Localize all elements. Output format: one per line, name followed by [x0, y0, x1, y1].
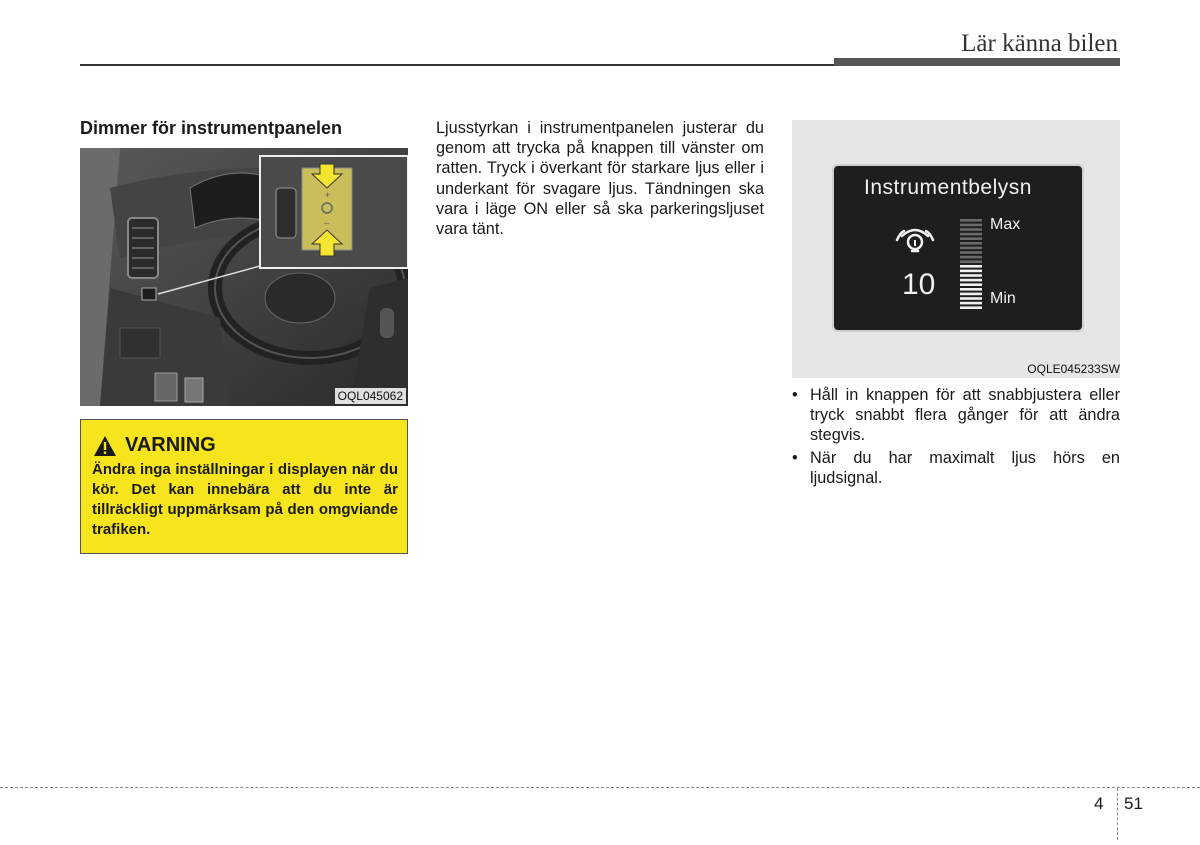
brightness-value: 10 [902, 268, 936, 301]
level-segment [960, 283, 982, 286]
level-segment [960, 297, 982, 300]
level-segment [960, 302, 982, 305]
brightness-bulb-icon [892, 226, 938, 260]
level-segment [960, 251, 982, 254]
inset-plus-label: + [325, 190, 331, 200]
warning-title: VARNING [125, 434, 216, 456]
warning-box [80, 419, 408, 554]
level-segment [960, 233, 982, 236]
level-segment [960, 228, 982, 231]
brightness-level-bar [958, 218, 984, 310]
level-segment [960, 256, 982, 259]
level-segment [960, 237, 982, 240]
chapter-number: 4 [1094, 794, 1104, 813]
page-number: 51 [1124, 794, 1143, 813]
level-segment [960, 242, 982, 245]
level-segment [960, 274, 982, 277]
dashboard-photo [80, 148, 408, 406]
display-title: Instrumentbelysn [864, 176, 1032, 199]
min-label: Min [990, 290, 1016, 307]
level-segment [960, 265, 982, 268]
level-segment [960, 219, 982, 222]
bullet-item: • När du har maximalt ljus hörs en ljudsignal. [792, 448, 1120, 488]
display-figure [792, 120, 1120, 378]
warning-heading [93, 434, 216, 457]
bullet-list [792, 385, 1120, 490]
cluster-display [832, 164, 1084, 332]
warning-triangle-icon [93, 435, 117, 457]
header-rule [80, 64, 840, 66]
page-number-divider [1117, 788, 1118, 840]
level-segment [960, 224, 982, 227]
level-segment [960, 247, 982, 250]
level-segment [960, 279, 982, 282]
dashboard-illustration [80, 148, 408, 406]
warning-text: Ändra inga inställningar i displayen när du kör. Det kan innebära att du inte är tillräckligt uppmärksam på den omgviande trafiken. [92, 461, 398, 538]
header-rule-accent [834, 58, 1120, 66]
level-segment [960, 270, 982, 273]
max-label: Max [990, 216, 1021, 233]
level-segment [960, 293, 982, 296]
body-paragraph: Ljusstyrkan i instrumentpanelen justerar du genom att trycka på knappen till vänster om ratten. Tryck i överkant för starkare ljus eller i underkant för svagare ljus. Tändningen ska vara i läge ON eller så ska parkeringsljuset vara tänt. [436, 119, 764, 239]
level-segment [960, 288, 982, 291]
bullet-item: • Håll in knappen för att snabbjustera eller tryck snabbt flera gånger för att ändra stegvis. [792, 385, 1120, 446]
footer-rule [0, 787, 1200, 788]
section-heading: Dimmer för instrumentpanelen [80, 118, 343, 138]
level-segment [960, 306, 982, 309]
running-header: Lär känna bilen [961, 30, 1118, 57]
figure-caption: OQLE045233SW [1027, 362, 1120, 376]
level-segment [960, 260, 982, 263]
photo-caption: OQL045062 [335, 388, 406, 404]
inset-minus-label: – [324, 218, 330, 228]
